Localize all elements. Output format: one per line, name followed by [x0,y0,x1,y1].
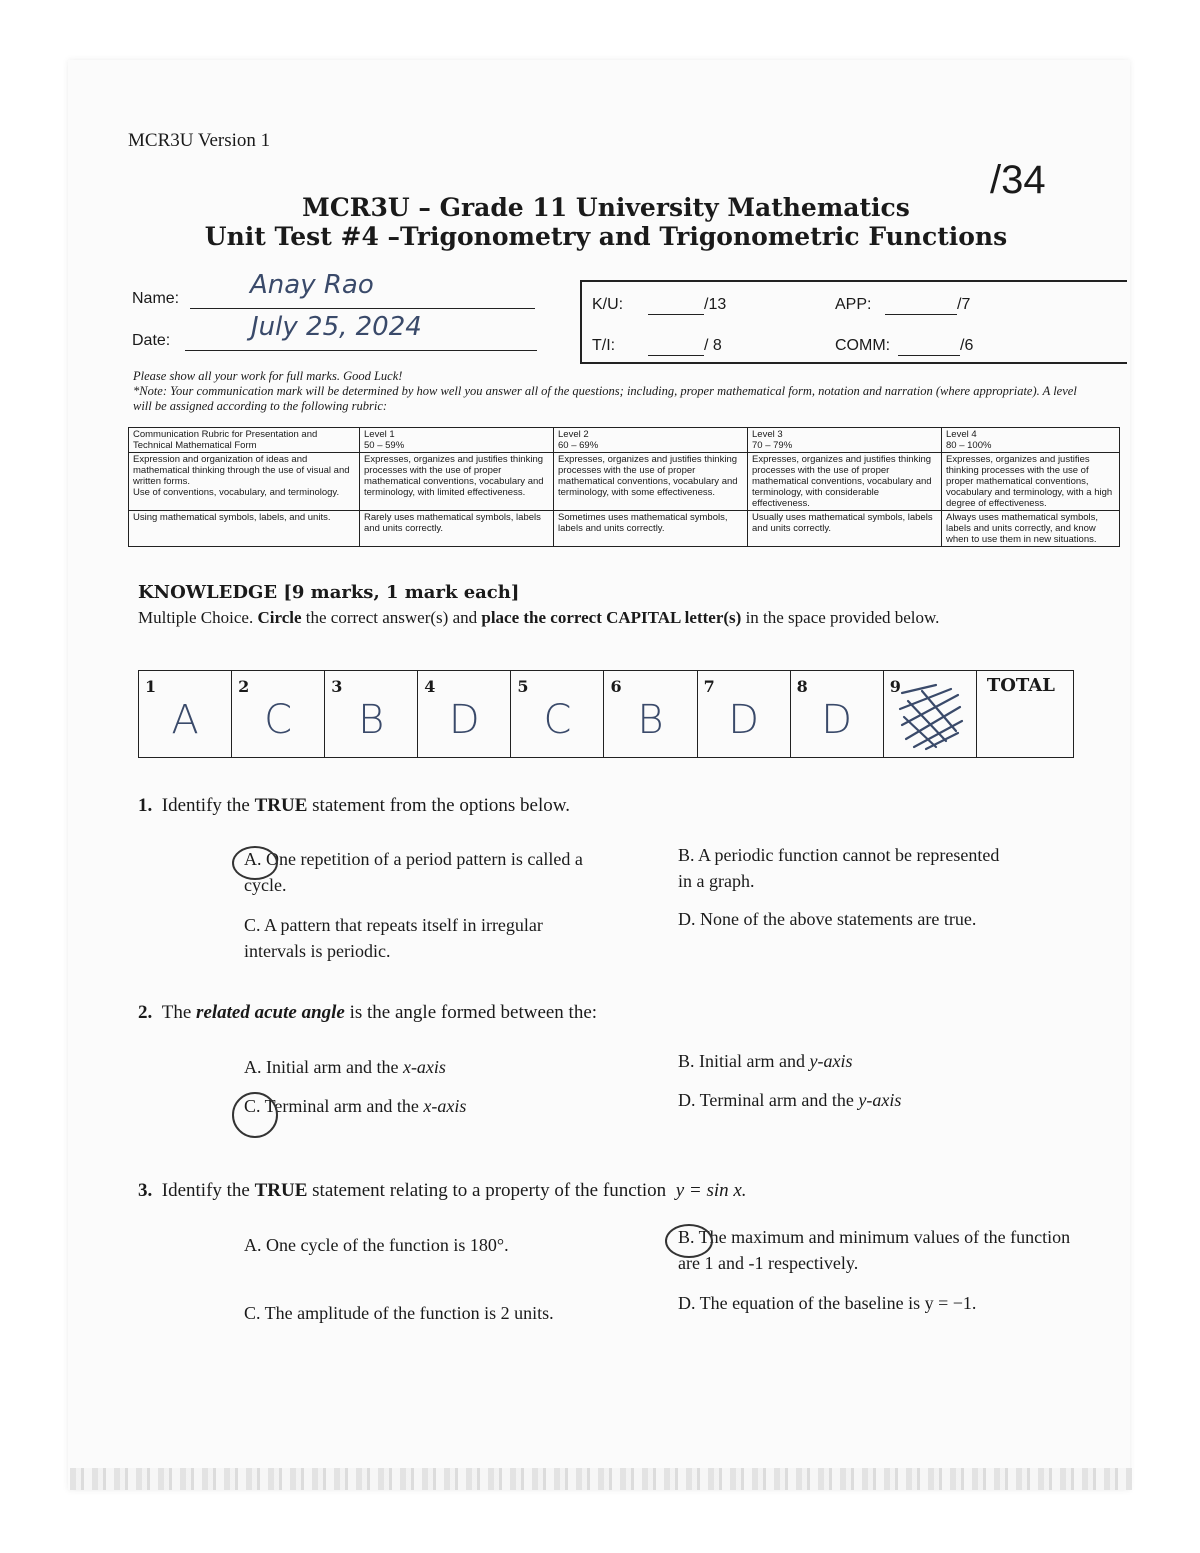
question-text: statement from the options below. [307,795,571,816]
knowledge-heading: KNOWLEDGE [9 marks, 1 mark each] [138,582,520,603]
question-2 [138,1002,597,1024]
option-text: D. Terminal arm and the [678,1090,859,1110]
q2-option-d[interactable] [678,1087,901,1113]
rubric-cell: Expression and organization of ideas and mathematical thinking through the use of visual and written forms. Use of conventions, vocabulary, and terminology. [129,453,360,511]
answer-cell-7[interactable] [697,671,790,758]
torn-bottom-edge [70,1468,1132,1490]
question-text: Identify the [161,795,255,816]
question-3 [138,1180,747,1202]
answer-grid [138,670,1074,758]
answer-letter: D [448,697,480,743]
instr-text: in the space provided below. [741,608,940,627]
q1-option-d[interactable]: D. None of the above statements are true. [678,909,977,929]
answer-letter: B [637,697,664,743]
q3-option-d[interactable]: D. The equation of the baseline is y = −1. [678,1293,977,1313]
ti-blank[interactable] [648,339,704,356]
rubric-header-cell: Level 3 70 – 79% [748,428,942,453]
option-text: C. Terminal arm and the [244,1096,424,1116]
answer-cell-2[interactable] [232,671,325,758]
answer-cell-1[interactable] [139,671,232,758]
date-label: Date: [132,332,171,349]
ku-total: /13 [704,296,727,313]
ti-total: / 8 [704,337,722,354]
note-good-luck: Please show all your work for full marks. Good Luck! [133,369,403,383]
comm-total: /6 [960,337,974,354]
q1-option-a[interactable]: A. One repetition of a period pattern is called a cycle. [244,849,583,895]
total-marks: /34 [990,158,1046,202]
version-label: MCR3U Version 1 [128,130,271,151]
answer-cell-6[interactable] [604,671,697,758]
option-italic: y-axis [858,1090,902,1110]
rubric-header-cell: Level 4 80 – 100% [942,428,1120,453]
scribble-mark [896,681,964,751]
rubric-header-cell: Level 2 60 – 69% [554,428,748,453]
comm-label: COMM: [835,337,891,354]
rubric-row [129,511,1120,547]
function-expression: y = sin x. [675,1180,747,1201]
rubric-cell: Expresses, organizes and justifies thinking processes with the use of proper mathematical conventions, vocabulary and terminology, with some effectiveness. [554,453,748,511]
answer-letter: A [171,697,199,743]
answer-number: 4 [424,677,436,696]
q3-option-c[interactable]: C. The amplitude of the function is 2 units. [244,1303,554,1323]
rubric-cell: Always uses mathematical symbols, labels and units correctly, and know when to use them in new situations. [942,511,1120,547]
question-text: The [161,1002,197,1023]
q1-option-b[interactable]: B. A periodic function cannot be represented in a graph. [678,845,1000,891]
answer-circle [665,1224,713,1258]
answer-number: 2 [238,677,250,696]
rubric-cell: Expresses, organizes and justifies thinking processes with the use of proper mathematical conventions, vocabulary and terminology, with considerable effectiveness. [748,453,942,511]
question-number: 3. [138,1180,153,1201]
answer-letter: D [728,697,760,743]
q3-option-a[interactable]: A. One cycle of the function is 180°. [244,1235,509,1255]
question-text: is the angle formed between the: [344,1002,598,1023]
name-value: Anay Rao [250,270,374,300]
rubric-header-row [129,428,1120,453]
app-blank[interactable] [885,298,957,315]
communication-rubric-table [128,427,1120,547]
answer-letter: B [358,697,385,743]
total-label: TOTAL [986,675,1055,696]
rubric-cell: Expresses, organizes and justifies thinking processes with the use of proper mathematical conventions, vocabulary and terminology, with limited effectiveness. [360,453,554,511]
answer-number: 9 [889,677,901,696]
answer-cell-3[interactable] [325,671,418,758]
q3-option-b[interactable]: B. The maximum and minimum values of the function are 1 and -1 respectively. [678,1227,1071,1273]
answer-number: 3 [331,677,343,696]
answer-circle [232,1092,278,1138]
question-bold: TRUE [254,1180,308,1201]
ku-label: K/U: [592,296,624,313]
answer-number: 5 [517,677,529,696]
answer-number: 1 [145,677,157,696]
rubric-header-cell: Level 1 50 – 59% [360,428,554,453]
answer-letter: D [821,697,853,743]
question-number: 1. [138,795,153,816]
option-italic: x-axis [423,1096,467,1116]
title-line-1: MCR3U – Grade 11 University Mathematics [302,193,910,222]
answer-letter: C [543,697,572,743]
ti-label: T/I: [592,337,616,354]
question-number: 2. [138,1002,153,1023]
question-text: Identify the [161,1180,255,1201]
app-label: APP: [835,296,872,313]
instr-bold-circle: Circle [257,608,302,627]
answer-cell-9[interactable] [883,671,976,758]
option-italic: x-axis [402,1057,446,1077]
total-cell[interactable] [976,671,1073,758]
rubric-cell: Usually uses mathematical symbols, labels and units correctly. [748,511,942,547]
rubric-cell: Expresses, organizes and justifies thinking processes with the use of proper mathematical conventions, vocabulary and terminology, with a high degree of effectiveness. [942,453,1120,511]
question-text: statement relating to a property of the function [307,1180,671,1201]
question-1 [138,795,570,817]
option-text: B. Initial arm and [678,1051,810,1071]
question-bold: TRUE [254,795,308,816]
answer-letter: C [264,697,293,743]
rubric-header-cell: Communication Rubric for Presentation and Technical Mathematical Form [129,428,360,453]
answer-number: 8 [796,677,808,696]
name-field[interactable] [190,270,535,309]
app-total: /7 [957,296,971,313]
date-value: July 25, 2024 [251,312,422,342]
q2-option-a[interactable] [244,1054,446,1080]
answer-number: 7 [703,677,715,696]
rubric-cell: Sometimes uses mathematical symbols, labels and units correctly. [554,511,748,547]
answer-number: 6 [610,677,622,696]
answer-cell-4[interactable] [418,671,511,758]
rubric-cell: Rarely uses mathematical symbols, labels and units correctly. [360,511,554,547]
title-line-2: Unit Test #4 –Trigonometry and Trigonometric Functions [204,222,1008,251]
instr-text: Multiple Choice. [138,608,258,627]
answer-cell-8[interactable] [790,671,883,758]
date-field[interactable] [185,312,537,351]
option-italic: y-axis [809,1051,853,1071]
instr-bold-capital: place the correct CAPITAL letter(s) [481,608,742,627]
answer-circle [232,846,278,880]
rubric-cell: Using mathematical symbols, labels, and units. [129,511,360,547]
q2-option-b[interactable] [678,1048,852,1074]
q1-option-c[interactable]: C. A pattern that repeats itself in irregular intervals is periodic. [244,915,543,961]
question-bold-italic: related acute angle [196,1002,345,1023]
instr-text: the correct answer(s) and [301,608,482,627]
name-label: Name: [132,290,180,307]
option-text: A. Initial arm and the [244,1057,403,1077]
note-communication: *Note: Your communication mark will be determined by how well you answer all of the questions; including, proper mathematical form, notation and narration (where appropriate). A level will be assigned according to the following rubric: [133,384,1077,413]
answer-row [139,671,1074,758]
mc-instructions [138,605,1088,630]
ku-blank[interactable] [648,298,704,315]
comm-blank[interactable] [898,339,960,356]
rubric-row [129,453,1120,511]
answer-cell-5[interactable] [511,671,604,758]
